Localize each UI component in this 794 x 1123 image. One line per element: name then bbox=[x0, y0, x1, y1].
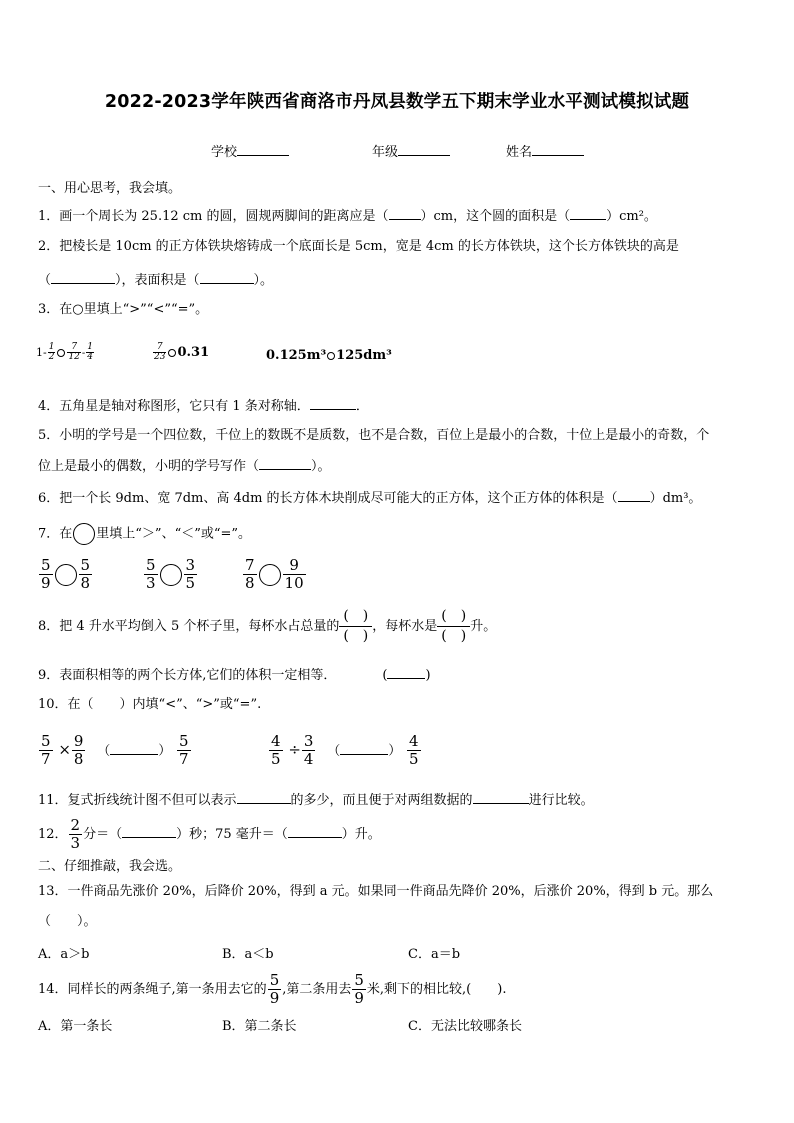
q14-option-c[interactable]: C．无法比较哪条长 bbox=[408, 1019, 522, 1034]
q3-e1-frac-1: $\frac{1}{2}$ bbox=[48, 342, 55, 362]
q2-blank-1[interactable] bbox=[51, 270, 115, 284]
q12-blank-1[interactable] bbox=[122, 824, 176, 838]
question-5-line-2 bbox=[38, 456, 331, 476]
q14-fraction-1: $\frac{5}{9}$ bbox=[269, 971, 280, 1007]
q7-pair-2 bbox=[143, 557, 198, 592]
q7-pair-2-right: $\frac{3}{5}$ bbox=[185, 556, 196, 592]
q9-paren-close: ) bbox=[425, 668, 431, 683]
q2-text-a: （ bbox=[38, 273, 52, 288]
q10-e2-paren-close: ） bbox=[388, 743, 402, 759]
question-11 bbox=[38, 790, 594, 810]
q7-pair-1-circle[interactable] bbox=[55, 564, 77, 586]
q11-blank-1[interactable] bbox=[237, 790, 291, 804]
q7-text-a: 7．在 bbox=[38, 526, 73, 542]
question-2-line-1: 2．把棱长是 10cm 的正方体铁块熔铸成一个底面长是 5cm，宽是 4cm 的长方体铁块，这个长方体铁块的高是 bbox=[38, 239, 679, 254]
q5-text-b: ）。 bbox=[311, 459, 331, 474]
q10-e2-frac-c: $\frac{4}{5}$ bbox=[409, 732, 419, 768]
question-3: 3．在○里填上“>”“<”“=”。 bbox=[38, 302, 209, 317]
q3-e1-lead: 1- bbox=[36, 346, 47, 359]
grade-field bbox=[372, 141, 450, 160]
q13-option-c[interactable]: C．a＝b bbox=[408, 947, 461, 962]
q9-blank[interactable] bbox=[387, 665, 425, 679]
q3-e3-lhs: 0.125m³ bbox=[266, 348, 327, 363]
q14-fraction-2: $\frac{5}{9}$ bbox=[354, 971, 364, 1007]
question-13-line-1: 13．一件商品先涨价 20%，后降价 20%，得到 a 元。如果同一件商品先降价 20%，后涨价 20%，得到 b 元。那么 bbox=[38, 884, 714, 899]
q6-text-b: ）dm³。 bbox=[649, 491, 702, 506]
q9-text: 9．表面积相等的两个长方体,它们的体积一定相等． bbox=[38, 668, 337, 683]
q12-text-a: 分＝（ bbox=[83, 827, 123, 842]
q14-text-b: ,第二条用去 bbox=[282, 982, 352, 997]
question-14 bbox=[38, 972, 506, 1008]
q7-circle-icon bbox=[73, 523, 95, 545]
page-title: 2022-2023学年陕西省商洛市丹凤县数学五下期末学业水平测试模拟试题 bbox=[104, 92, 690, 112]
q10-e2-blank[interactable] bbox=[340, 741, 388, 755]
q12-fraction: $\frac{2}{3}$ bbox=[70, 816, 81, 852]
q5-text-a: 位上是最小的偶数，小明的学号写作（ bbox=[38, 459, 260, 474]
q6-blank[interactable] bbox=[618, 488, 650, 502]
q3-e3-compare-circle[interactable] bbox=[327, 352, 335, 360]
q3-expression-2 bbox=[152, 343, 209, 362]
q1-blank-2[interactable] bbox=[570, 206, 606, 220]
q10-e1-frac-b: $\frac{9}{8}$ bbox=[73, 732, 84, 768]
q12-text-c: ）升。 bbox=[341, 827, 381, 842]
name-blank[interactable] bbox=[532, 143, 584, 156]
q1-text-b: ）cm，这个圆的面积是（ bbox=[420, 209, 571, 224]
q10-expression-1 bbox=[38, 733, 192, 768]
q2-text-c: ）。 bbox=[253, 273, 274, 288]
q14-text-a: 14．同样长的两条绳子,第一条用去它的 bbox=[38, 982, 267, 997]
q4-end: ． bbox=[355, 399, 369, 414]
q10-e1-operator: × bbox=[58, 740, 71, 759]
q12-blank-2[interactable] bbox=[288, 824, 342, 838]
grade-label: 年级 bbox=[372, 145, 399, 160]
q7-pair-2-circle[interactable] bbox=[160, 564, 182, 586]
q10-e1-blank[interactable] bbox=[110, 741, 158, 755]
q10-e2-operator: ÷ bbox=[288, 740, 301, 759]
q8-text-c: 升。 bbox=[470, 619, 497, 634]
q7-pair-3-left: $\frac{7}{8}$ bbox=[245, 556, 255, 592]
q12-lead: 12． bbox=[38, 827, 68, 842]
q1-text-c: ）cm²。 bbox=[606, 209, 657, 224]
q14-text-c: 米,剩下的相比较,( ). bbox=[366, 982, 507, 997]
q3-e2-compare-circle[interactable] bbox=[168, 349, 176, 357]
q2-blank-2[interactable] bbox=[200, 270, 254, 284]
q11-text-c: 进行比较。 bbox=[528, 793, 594, 808]
q8-text-a: 8．把 4 升水平均倒入 5 个杯子里，每杯水占总量的 bbox=[38, 619, 340, 634]
q4-text: 4．五角星是轴对称图形，它只有 1 条对称轴． bbox=[38, 399, 310, 414]
q3-e1-compare-circle[interactable] bbox=[57, 349, 65, 357]
question-9 bbox=[38, 665, 431, 685]
q4-blank[interactable] bbox=[310, 396, 356, 410]
q3-expression-1 bbox=[36, 343, 95, 363]
q7-pair-3 bbox=[242, 557, 307, 592]
q3-expression-3 bbox=[266, 347, 392, 365]
question-7 bbox=[38, 523, 251, 545]
q10-e2-frac-a: $\frac{4}{5}$ bbox=[271, 732, 281, 768]
q3-e1-frac-2: $\frac{7}{12}$ bbox=[68, 342, 80, 362]
question-1 bbox=[38, 206, 657, 226]
q8-fraction-blank-2[interactable]: $\frac{( )}{( )}$ bbox=[437, 607, 470, 646]
question-13-line-2: （ ）。 bbox=[38, 914, 97, 929]
q7-pair-1 bbox=[38, 557, 93, 592]
question-6 bbox=[38, 488, 701, 508]
section-2-heading: 二、仔细推敲，我会选。 bbox=[38, 859, 182, 874]
q13-option-b[interactable]: B．a＜b bbox=[222, 947, 274, 962]
q3-e2-frac: $\frac{7}{23}$ bbox=[154, 342, 166, 362]
question-10: 10．在（ ）内填“<”、“>”或“=”. bbox=[38, 697, 262, 712]
q7-pair-3-circle[interactable] bbox=[259, 564, 281, 586]
q1-text-a: 1．画一个周长为 25.12 cm 的圆，圆规两脚间的距离应是（ bbox=[38, 209, 389, 224]
q7-text-b: 里填上“＞”、“＜”或“=”。 bbox=[96, 526, 252, 542]
q11-text-b: 的多少，而且便于对两组数据的 bbox=[290, 793, 473, 808]
q10-e2-frac-b: $\frac{3}{4}$ bbox=[303, 732, 314, 768]
q5-blank[interactable] bbox=[259, 456, 311, 470]
q11-text-a: 11．复式折线统计图不但可以表示 bbox=[38, 793, 237, 808]
question-12 bbox=[38, 817, 381, 853]
q7-pair-2-left: $\frac{5}{3}$ bbox=[146, 556, 156, 592]
q6-text-a: 6．把一个长 9dm、宽 7dm、高 4dm 的长方体木块削成尽可能大的正方体，这个正方体的体积是（ bbox=[38, 491, 618, 506]
q3-e2-rhs: 0.31 bbox=[177, 345, 210, 360]
name-label: 姓名 bbox=[506, 145, 533, 160]
q13-option-a[interactable]: A．a＞b bbox=[38, 947, 90, 962]
q3-e1-frac-3: $\frac{1}{4}$ bbox=[87, 342, 94, 362]
section-1-heading: 一、用心思考，我会填。 bbox=[38, 181, 182, 196]
q7-pair-1-right: $\frac{5}{8}$ bbox=[80, 556, 91, 592]
grade-blank[interactable] bbox=[398, 143, 450, 156]
q7-pair-3-right: $\frac{9}{10}$ bbox=[284, 556, 304, 592]
q1-blank-1[interactable] bbox=[389, 206, 421, 220]
q10-e1-paren-open: （ bbox=[97, 743, 111, 759]
q10-e1-frac-a: $\frac{5}{7}$ bbox=[41, 732, 51, 768]
q12-text-b: ）秒；75 毫升＝（ bbox=[176, 827, 288, 842]
q10-expression-2 bbox=[268, 733, 422, 768]
q3-e3-rhs: 125dm³ bbox=[336, 348, 392, 363]
q8-fraction-blank-1[interactable]: $\frac{( )}{( )}$ bbox=[339, 607, 372, 646]
q14-option-b[interactable]: B．第二条长 bbox=[222, 1019, 297, 1034]
q3-e1-minus: - bbox=[81, 348, 86, 359]
q7-pair-1-left: $\frac{5}{9}$ bbox=[41, 556, 51, 592]
school-blank[interactable] bbox=[237, 143, 289, 156]
question-4 bbox=[38, 396, 369, 416]
q11-blank-2[interactable] bbox=[473, 790, 529, 804]
q10-e2-paren-open: （ bbox=[327, 743, 341, 759]
question-8 bbox=[38, 606, 496, 648]
name-field bbox=[506, 141, 584, 160]
q8-text-b: ，每杯水是 bbox=[372, 619, 438, 634]
q10-e1-paren-close: ） bbox=[158, 743, 172, 759]
school-label: 学校 bbox=[211, 145, 238, 160]
q2-text-b: ），表面积是（ bbox=[115, 273, 200, 288]
q14-option-a[interactable]: A．第一条长 bbox=[38, 1019, 113, 1034]
q9-paren-open: ( bbox=[382, 668, 388, 683]
school-field bbox=[211, 141, 289, 160]
q10-e1-frac-c: $\frac{5}{7}$ bbox=[179, 732, 189, 768]
question-5-line-1: 5．小明的学号是一个四位数，千位上的数既不是质数，也不是合数，百位上是最小的合数，十位上是最小的奇数，个 bbox=[38, 428, 710, 443]
question-2-line-2 bbox=[38, 270, 273, 290]
